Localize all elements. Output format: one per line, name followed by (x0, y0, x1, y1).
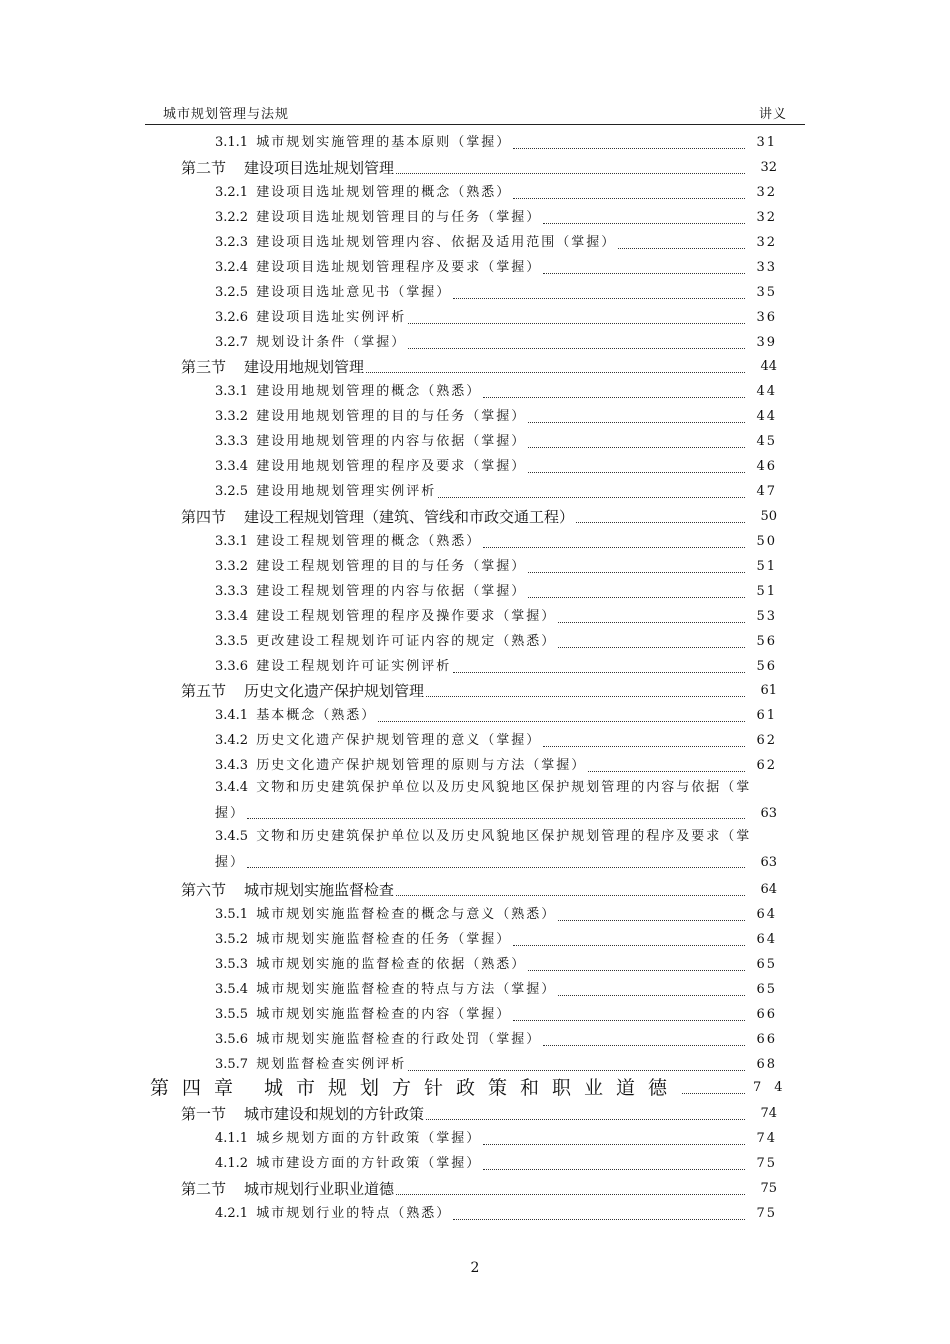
toc-entry-code: 3.2.2 (215, 210, 249, 225)
dot-leader (396, 172, 745, 174)
toc-entry-page: 44 (756, 409, 777, 424)
dot-leader (378, 720, 745, 722)
toc-entry[interactable] (215, 728, 777, 750)
toc-entry-title: 城市规划实施监督检查的任务（掌握） (256, 932, 512, 947)
toc-entry-page: 64 (756, 932, 777, 947)
toc-entry-title: 基本概念（熟悉） (256, 708, 377, 723)
toc-section[interactable] (181, 1101, 777, 1123)
header-label: 讲义 (758, 107, 787, 122)
dot-leader (483, 1143, 745, 1145)
toc-entry-page: 35 (756, 285, 777, 300)
dot-leader (513, 197, 745, 199)
toc-entry-page: 63 (760, 806, 777, 821)
toc-entry-title: 城市规划行业的特点（熟悉） (256, 1206, 452, 1221)
toc-section-title: 城市规划实施监督检查 (244, 881, 395, 899)
toc-section-number: 第五节 (181, 682, 227, 700)
dot-leader (513, 147, 745, 149)
toc-section-page: 44 (760, 359, 777, 374)
dot-leader (453, 671, 745, 673)
toc-entry-title: 建设工程规划管理的目的与任务（掌握） (256, 559, 527, 574)
toc-entry-code: 3.3.2 (215, 409, 249, 424)
toc-entry-code: 4.1.2 (215, 1156, 249, 1171)
dot-leader (543, 222, 745, 224)
dot-leader (483, 1168, 745, 1170)
dot-leader (453, 297, 745, 299)
toc-entry[interactable] (215, 379, 777, 401)
toc-entry-code: 3.5.7 (215, 1057, 249, 1072)
dot-leader (513, 944, 745, 946)
dot-leader (396, 1193, 745, 1195)
toc-entry-page: 44 (756, 384, 777, 399)
dot-leader (528, 471, 745, 473)
toc-entry[interactable] (215, 330, 777, 352)
toc-entry-title: 更改建设工程规划许可证内容的规定（熟悉） (256, 634, 557, 649)
toc-section-number: 第三节 (181, 358, 227, 376)
dot-leader (483, 396, 745, 398)
dot-leader (426, 1118, 745, 1120)
dot-leader (408, 1069, 745, 1071)
toc-entry-code: 3.5.3 (215, 957, 249, 972)
toc-chapter[interactable] (150, 1075, 796, 1099)
toc-section-title: 历史文化遗产保护规划管理 (244, 682, 425, 700)
toc-entry-title: 规划设计条件（掌握） (256, 335, 407, 350)
toc-entry[interactable] (215, 1126, 777, 1148)
toc-entry-title: 城市规划实施监督检查的行政处罚（掌握） (256, 1032, 542, 1047)
toc-entry-page: 65 (756, 957, 777, 972)
header-title: 城市规划管理与法规 (163, 107, 290, 122)
dot-leader (528, 421, 745, 423)
toc-entry-code: 3.3.3 (215, 584, 249, 599)
toc-entry[interactable] (215, 1201, 777, 1223)
toc-entry[interactable] (215, 1151, 777, 1173)
dot-leader (543, 1044, 745, 1046)
toc-entry-code: 3.5.1 (215, 907, 249, 922)
toc-section[interactable] (181, 155, 777, 177)
toc-entry-page: 50 (756, 534, 777, 549)
toc-entry-page: 74 (756, 1131, 777, 1146)
toc-entry-code: 3.2.5 (215, 285, 249, 300)
toc-entry-page: 66 (756, 1032, 777, 1047)
toc-entry-page: 62 (756, 758, 777, 773)
toc-entry-code: 3.2.4 (215, 260, 249, 275)
toc-section-page: 61 (760, 683, 777, 698)
toc-entry-page: 53 (756, 609, 777, 624)
toc-entry-title-continued: 握） (215, 806, 246, 821)
dot-leader (438, 496, 745, 498)
toc-entry-title: 建设用地规划管理的内容与依据（掌握） (256, 434, 527, 449)
toc-entry-title: 建设工程规划管理的程序及操作要求（掌握） (256, 609, 557, 624)
toc-entry-code: 4.1.1 (215, 1131, 249, 1146)
toc-entry[interactable] (215, 554, 777, 576)
toc-entry-title: 建设项目选址规划管理的概念（熟悉） (256, 185, 512, 200)
toc-entry-code: 3.2.3 (215, 235, 249, 250)
toc-entry-title: 建设工程规划管理的概念（熟悉） (256, 534, 482, 549)
toc-entry[interactable] (215, 130, 777, 152)
toc-entry-page: 75 (756, 1206, 777, 1221)
toc-entry-title: 规划监督检查实例评析 (256, 1057, 407, 1072)
toc-entry-page: 51 (756, 559, 777, 574)
toc-entry[interactable] (215, 230, 777, 252)
toc-entry-title: 城市规划实施的监督检查的依据（熟悉） (256, 957, 527, 972)
toc-entry-code: 3.3.5 (215, 634, 249, 649)
toc-entry-title: 建设用地规划管理实例评析 (256, 484, 437, 499)
toc-section-title: 城市规划行业职业道德 (244, 1180, 395, 1198)
toc-section-page: 50 (760, 509, 777, 524)
toc-entry-code: 3.3.6 (215, 659, 249, 674)
toc-entry-title: 建设项目选址规划管理程序及要求（掌握） (256, 260, 542, 275)
toc-entry-page: 39 (756, 335, 777, 350)
dot-leader (588, 770, 745, 772)
toc-entry-title: 历史文化遗产保护规划管理的原则与方法（掌握） (256, 758, 587, 773)
dot-leader (682, 1092, 745, 1094)
dot-leader (543, 272, 745, 274)
toc-section[interactable] (181, 877, 777, 899)
toc-chapter-page: 74 (753, 1080, 796, 1095)
dot-leader (247, 817, 745, 819)
toc-entry-code: 3.4.5 (215, 829, 249, 844)
dot-leader (576, 521, 745, 523)
toc-entry-code: 3.5.6 (215, 1032, 249, 1047)
toc-chapter-title: 城市规划方针政策和职业道德 (264, 1077, 681, 1099)
toc-entry-page: 47 (756, 484, 777, 499)
toc-entry-title: 建设工程规划管理的内容与依据（掌握） (256, 584, 527, 599)
dot-leader (453, 1218, 745, 1220)
dot-leader (528, 969, 745, 971)
toc-entry-title-continued: 握） (215, 855, 246, 870)
toc-entry-page: 65 (756, 982, 777, 997)
toc-entry-title: 城市规划实施监督检查的内容（掌握） (256, 1007, 512, 1022)
toc-entry-code: 3.4.4 (215, 780, 249, 795)
toc-entry-page: 64 (756, 907, 777, 922)
toc-section[interactable] (181, 1176, 777, 1198)
dot-leader (483, 546, 745, 548)
toc-entry-code: 3.3.1 (215, 534, 249, 549)
toc-entry-code: 3.3.4 (215, 609, 249, 624)
toc-entry-page: 68 (756, 1057, 777, 1072)
toc-section[interactable] (181, 504, 777, 526)
toc-entry[interactable] (215, 977, 777, 999)
toc-entry-code: 3.2.1 (215, 185, 249, 200)
dot-leader (366, 371, 745, 373)
toc-entry[interactable] (215, 429, 777, 451)
toc-entry-code: 4.2.1 (215, 1206, 249, 1221)
toc-entry-page: 56 (756, 659, 777, 674)
toc-entry-title: 建设项目选址规划管理内容、依据及适用范围（掌握） (256, 235, 617, 250)
toc-entry-page: 36 (756, 310, 777, 325)
toc-entry[interactable] (215, 629, 777, 651)
toc-entry-page: 46 (756, 459, 777, 474)
toc-entry[interactable] (215, 703, 777, 725)
toc-entry[interactable] (215, 1052, 777, 1074)
toc-entry[interactable] (215, 205, 777, 227)
toc-section-number: 第六节 (181, 881, 227, 899)
page-number: 2 (470, 1260, 480, 1276)
toc-entry-page: 32 (756, 210, 777, 225)
toc-entry-code: 3.5.2 (215, 932, 249, 947)
toc-entry-page: 51 (756, 584, 777, 599)
dot-leader (558, 994, 745, 996)
toc-entry-page: 66 (756, 1007, 777, 1022)
toc-entry[interactable] (215, 604, 777, 626)
toc-entry-code: 3.4.3 (215, 758, 249, 773)
toc-entry[interactable] (215, 180, 777, 202)
toc-entry-title: 城市规划实施监督检查的特点与方法（掌握） (256, 982, 557, 997)
dot-leader (543, 745, 745, 747)
toc-entry[interactable] (215, 1002, 777, 1024)
toc-entry[interactable] (215, 255, 777, 277)
toc-entry-code: 3.5.4 (215, 982, 249, 997)
toc-section[interactable] (181, 678, 777, 700)
toc-section-number: 第二节 (181, 159, 227, 177)
toc-entry-title: 历史文化遗产保护规划管理的意义（掌握） (256, 733, 542, 748)
toc-entry-code: 3.3.1 (215, 384, 249, 399)
dot-leader (558, 621, 745, 623)
toc-section-page: 75 (760, 1181, 777, 1196)
dot-leader (396, 894, 745, 896)
toc-entry-title: 城乡规划方面的方针政策（掌握） (256, 1131, 482, 1146)
dot-leader (528, 571, 745, 573)
toc-entry[interactable] (215, 305, 777, 327)
dot-leader (426, 695, 745, 697)
toc-entry-title: 文物和历史建筑保护单位以及历史风貌地区保护规划管理的内容与依据（掌 (256, 780, 752, 795)
dot-leader (558, 919, 745, 921)
dot-leader (408, 322, 745, 324)
toc-entry-title: 城市规划实施管理的基本原则（掌握） (256, 135, 512, 150)
toc-entry-title: 城市规划实施监督检查的概念与意义（熟悉） (256, 907, 557, 922)
toc-entry-page: 75 (756, 1156, 777, 1171)
toc-section-page: 32 (760, 160, 777, 175)
toc-entry[interactable] (215, 1027, 777, 1049)
toc-entry-page: 61 (756, 708, 777, 723)
toc-entry-page: 63 (760, 855, 777, 870)
toc-section-page: 74 (760, 1106, 777, 1121)
toc-entry[interactable] (215, 579, 777, 601)
toc-entry-title: 建设项目选址意见书（掌握） (256, 285, 452, 300)
dot-leader (247, 866, 745, 868)
toc-entry-code: 3.3.3 (215, 434, 249, 449)
toc-entry-page: 56 (756, 634, 777, 649)
dot-leader (408, 347, 745, 349)
toc-entry-code: 3.2.6 (215, 310, 249, 325)
dot-leader (618, 247, 745, 249)
toc-entry[interactable] (215, 952, 777, 974)
toc-section-number: 第二节 (181, 1180, 227, 1198)
toc-entry-page: 45 (756, 434, 777, 449)
toc-entry[interactable] (215, 902, 777, 924)
toc-entry-code: 3.4.2 (215, 733, 249, 748)
toc-entry-code: 3.3.4 (215, 459, 249, 474)
toc-section-page: 64 (760, 882, 777, 897)
toc-entry[interactable] (215, 927, 777, 949)
toc-chapter-number: 第四章 (150, 1077, 247, 1099)
toc-entry-code: 3.4.1 (215, 708, 249, 723)
toc-entry-code: 3.2.5 (215, 484, 249, 499)
toc-entry-page: 31 (756, 135, 777, 150)
toc-entry-page: 32 (756, 185, 777, 200)
toc-entry-title: 建设项目选址实例评析 (256, 310, 407, 325)
toc-entry-title: 文物和历史建筑保护单位以及历史风貌地区保护规划管理的程序及要求（掌 (256, 829, 752, 844)
toc-section-number: 第一节 (181, 1105, 227, 1123)
running-header (145, 106, 805, 125)
toc-entry-page: 62 (756, 733, 777, 748)
toc-entry-code: 3.2.7 (215, 335, 249, 350)
toc-section-title: 建设工程规划管理（建筑、管线和市政交通工程） (244, 508, 575, 526)
toc-entry-code: 3.5.5 (215, 1007, 249, 1022)
toc-entry[interactable] (215, 454, 777, 476)
toc-entry-title: 建设项目选址规划管理目的与任务（掌握） (256, 210, 542, 225)
toc-entry[interactable] (215, 654, 777, 676)
toc-section-title: 城市建设和规划的方针政策 (244, 1105, 425, 1123)
toc-entry[interactable] (215, 479, 777, 501)
toc-entry-page: 32 (756, 235, 777, 250)
toc-entry-page: 33 (756, 260, 777, 275)
toc-section-title: 建设用地规划管理 (244, 358, 365, 376)
toc-section-number: 第四节 (181, 508, 227, 526)
toc-entry-title: 城市建设方面的方针政策（掌握） (256, 1156, 482, 1171)
toc-entry-code: 3.3.2 (215, 559, 249, 574)
dot-leader (528, 596, 745, 598)
toc-entry-title: 建设用地规划管理的程序及要求（掌握） (256, 459, 527, 474)
toc-entry[interactable] (215, 280, 777, 302)
toc-entry-title: 建设用地规划管理的目的与任务（掌握） (256, 409, 527, 424)
toc-entry-title: 建设工程规划许可证实例评析 (256, 659, 452, 674)
toc-entry[interactable] (215, 753, 777, 775)
toc-entry[interactable] (215, 404, 777, 426)
dot-leader (528, 446, 745, 448)
toc-entry-code: 3.1.1 (215, 135, 249, 150)
toc-entry-title: 建设用地规划管理的概念（熟悉） (256, 384, 482, 399)
toc-section[interactable] (181, 354, 777, 376)
dot-leader (558, 646, 745, 648)
dot-leader (513, 1019, 745, 1021)
toc-entry[interactable] (215, 529, 777, 551)
toc-section-title: 建设项目选址规划管理 (244, 159, 395, 177)
